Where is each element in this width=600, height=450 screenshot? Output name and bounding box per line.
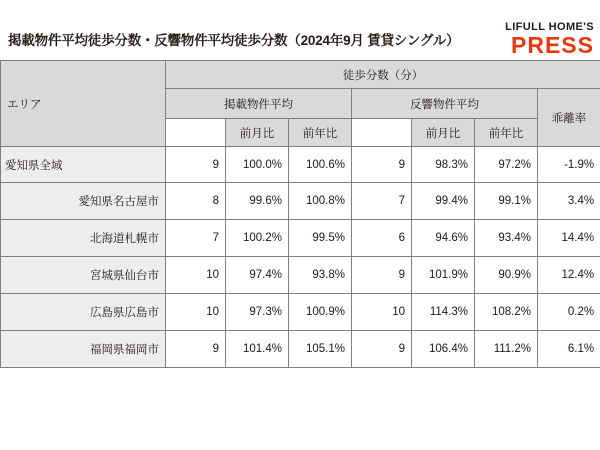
column-header-area: エリア — [1, 61, 166, 147]
cell-listed-value: 8 — [166, 183, 226, 220]
table-row — [1, 183, 600, 220]
cell-listed-value: 10 — [166, 294, 226, 331]
row-label-area: 宮城県仙台市 — [1, 257, 166, 294]
table-row — [1, 294, 600, 331]
cell-response-yoy: 111.2% — [475, 331, 538, 368]
cell-response-value: 6 — [352, 220, 412, 257]
cell-response-mom: 106.4% — [412, 331, 475, 368]
table-row — [1, 147, 600, 183]
cell-response-value: 7 — [352, 183, 412, 220]
cell-listed-mom: 100.2% — [226, 220, 289, 257]
column-group-response-average: 反響物件平均 — [352, 89, 538, 119]
table-header-row-1 — [1, 61, 600, 89]
row-label-area: 愛知県全域 — [1, 147, 166, 183]
cell-listed-mom: 100.0% — [226, 147, 289, 183]
column-header-response-mom: 前月比 — [412, 119, 475, 147]
cell-listed-mom: 97.4% — [226, 257, 289, 294]
logo-lifull-homes: LIFULL HOME'S — [505, 21, 594, 33]
cell-listed-yoy: 100.9% — [289, 294, 352, 331]
column-group-walk-minutes: 徒歩分数（分） — [166, 61, 600, 89]
cell-listed-yoy: 93.8% — [289, 257, 352, 294]
table-row — [1, 257, 600, 294]
cell-gap-rate: 3.4% — [538, 183, 600, 220]
cell-gap-rate: 12.4% — [538, 257, 600, 294]
cell-response-mom: 98.3% — [412, 147, 475, 183]
cell-listed-value: 9 — [166, 147, 226, 183]
column-header-gap-rate: 乖離率 — [538, 89, 600, 147]
row-label-area: 広島県広島市 — [1, 294, 166, 331]
cell-response-value: 9 — [352, 257, 412, 294]
row-label-area: 福岡県福岡市 — [1, 331, 166, 368]
blank-cell-listed-value — [166, 119, 226, 147]
blank-cell-response-value — [352, 119, 412, 147]
cell-listed-value: 9 — [166, 331, 226, 368]
column-group-listed-average: 掲載物件平均 — [166, 89, 352, 119]
cell-response-yoy: 108.2% — [475, 294, 538, 331]
table-row — [1, 220, 600, 257]
cell-response-yoy: 90.9% — [475, 257, 538, 294]
page-title: 掲載物件平均徒歩分数・反響物件平均徒歩分数（2024年9月 賃貸シングル） — [8, 33, 460, 48]
cell-response-yoy: 93.4% — [475, 220, 538, 257]
column-header-response-yoy: 前年比 — [475, 119, 538, 147]
cell-gap-rate: 6.1% — [538, 331, 600, 368]
cell-response-yoy: 97.2% — [475, 147, 538, 183]
cell-listed-yoy: 99.5% — [289, 220, 352, 257]
logo-press: PRESS — [511, 32, 594, 58]
cell-gap-rate: -1.9% — [538, 147, 600, 183]
table-row — [1, 331, 600, 368]
cell-gap-rate: 0.2% — [538, 294, 600, 331]
cell-response-value: 10 — [352, 294, 412, 331]
cell-listed-value: 10 — [166, 257, 226, 294]
column-header-listed-yoy: 前年比 — [289, 119, 352, 147]
cell-listed-mom: 97.3% — [226, 294, 289, 331]
cell-listed-mom: 101.4% — [226, 331, 289, 368]
logo — [474, 22, 594, 57]
cell-response-mom: 99.4% — [412, 183, 475, 220]
column-header-listed-mom: 前月比 — [226, 119, 289, 147]
cell-response-mom: 114.3% — [412, 294, 475, 331]
cell-listed-mom: 99.6% — [226, 183, 289, 220]
cell-listed-value: 7 — [166, 220, 226, 257]
cell-listed-yoy: 105.1% — [289, 331, 352, 368]
cell-response-yoy: 99.1% — [475, 183, 538, 220]
cell-response-mom: 101.9% — [412, 257, 475, 294]
cell-gap-rate: 14.4% — [538, 220, 600, 257]
walk-minutes-table — [0, 60, 600, 368]
cell-response-value: 9 — [352, 147, 412, 183]
cell-listed-yoy: 100.8% — [289, 183, 352, 220]
row-label-area: 愛知県名古屋市 — [1, 183, 166, 220]
cell-response-mom: 94.6% — [412, 220, 475, 257]
row-label-area: 北海道札幌市 — [1, 220, 166, 257]
page-header — [0, 0, 600, 57]
cell-listed-yoy: 100.6% — [289, 147, 352, 183]
cell-response-value: 9 — [352, 331, 412, 368]
